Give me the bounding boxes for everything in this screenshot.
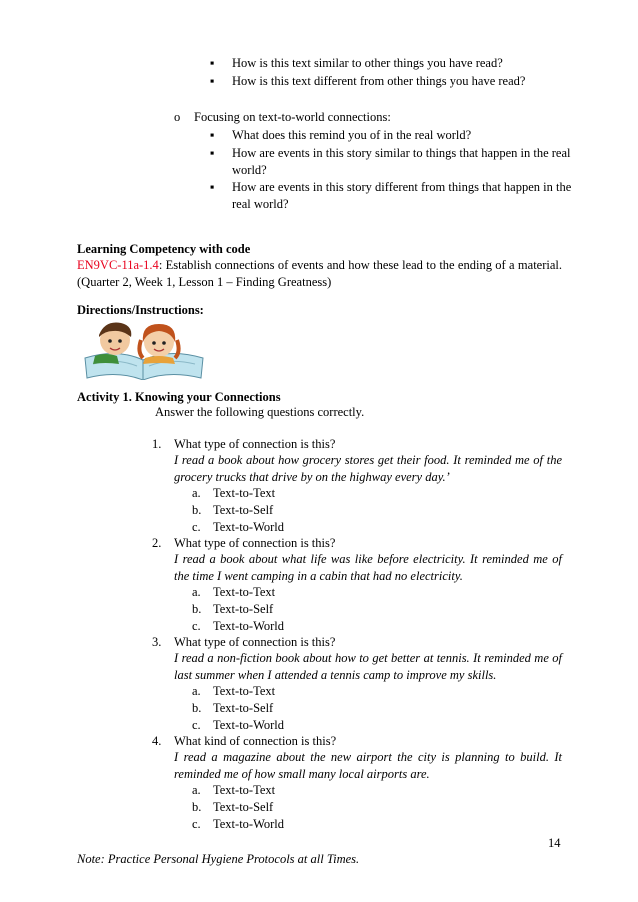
question-passage: I read a book about what life was like before electricity. It reminded me of the time I went camping in a cabin that had no electricity. [174,552,562,583]
option-text: Text-to-Self [213,701,274,715]
option-text: Text-to-Self [213,602,274,616]
bullet-text: How is this text different from other things you have read? [232,74,526,88]
question-passage: I read a non-fiction book about how to get better at tennis. It reminded me of last summer when I attended a tennis camp to improve my skills. [174,651,562,682]
option-letter: c. [192,520,201,534]
option-letter: c. [192,619,201,633]
sub-heading-text: Focusing on text-to-world connections: [194,110,391,124]
option-text: Text-to-Text [213,783,276,797]
competency-code: EN9VC-11a-1.4 [77,258,159,272]
option-letter: a. [192,783,201,797]
option-letter: a. [192,486,201,500]
bullet-text: How are events in this story different from things that happen in the real world? [232,180,572,211]
option-text: Text-to-World [213,817,285,831]
activity-instruction: Answer the following questions correctly. [155,405,365,419]
question-passage: I read a book about how grocery stores get their food. It reminded me of the grocery trucks that drive by on the highway every day.’ [174,453,562,484]
question-prompt: What type of connection is this? [174,635,336,649]
option-text: Text-to-World [213,619,285,633]
option-text: Text-to-Text [213,585,276,599]
question-prompt: What type of connection is this? [174,536,336,550]
option-text: Text-to-World [213,718,285,732]
question-number: 2. [152,536,162,550]
bullet-marker: ▪ [210,56,215,70]
competency-heading: Learning Competency with code [77,242,251,256]
option-letter: b. [192,701,202,715]
option-letter: b. [192,800,202,814]
bullet-marker: ▪ [210,74,215,88]
question-number: 1. [152,437,162,451]
option-letter: a. [192,684,201,698]
bullet-text: How are events in this story similar to things that happen in the real world? [232,146,571,177]
question-number: 3. [152,635,162,649]
bullet-text: What does this remind you of in the real world? [232,128,472,142]
activity-title: Activity 1. Knowing your Connections [77,390,281,404]
circle-marker: o [174,110,181,124]
option-text: Text-to-Text [213,684,276,698]
bullet-marker: ▪ [210,146,215,160]
bullet-marker: ▪ [210,180,215,194]
kids-reading-illustration [77,318,209,380]
competency-text: : Establish connections of events and how these lead to the ending of a material. (Quarter 2, Week 1, Lesson 1 – Finding Greatness) [77,258,562,289]
question-passage: I read a magazine about the new airport the city is planning to build. It reminded me of how small many local airports are. [174,750,562,781]
option-letter: c. [192,718,201,732]
option-letter: a. [192,585,201,599]
bullet-text: How is this text similar to other things you have read? [232,56,503,70]
question-prompt: What type of connection is this? [174,437,336,451]
option-text: Text-to-Self [213,503,274,517]
directions-heading: Directions/Instructions: [77,303,204,317]
question-prompt: What kind of connection is this? [174,734,337,748]
option-letter: b. [192,602,202,616]
bullet-marker: ▪ [210,128,215,142]
competency-paragraph [77,257,562,290]
question-number: 4. [152,734,162,748]
option-text: Text-to-World [213,520,285,534]
option-text: Text-to-Text [213,486,276,500]
option-text: Text-to-Self [213,800,274,814]
footer-note: Note: Practice Personal Hygiene Protocols at all Times. [77,852,360,866]
page-number: 14 [548,836,561,850]
option-letter: b. [192,503,202,517]
option-letter: c. [192,817,201,831]
